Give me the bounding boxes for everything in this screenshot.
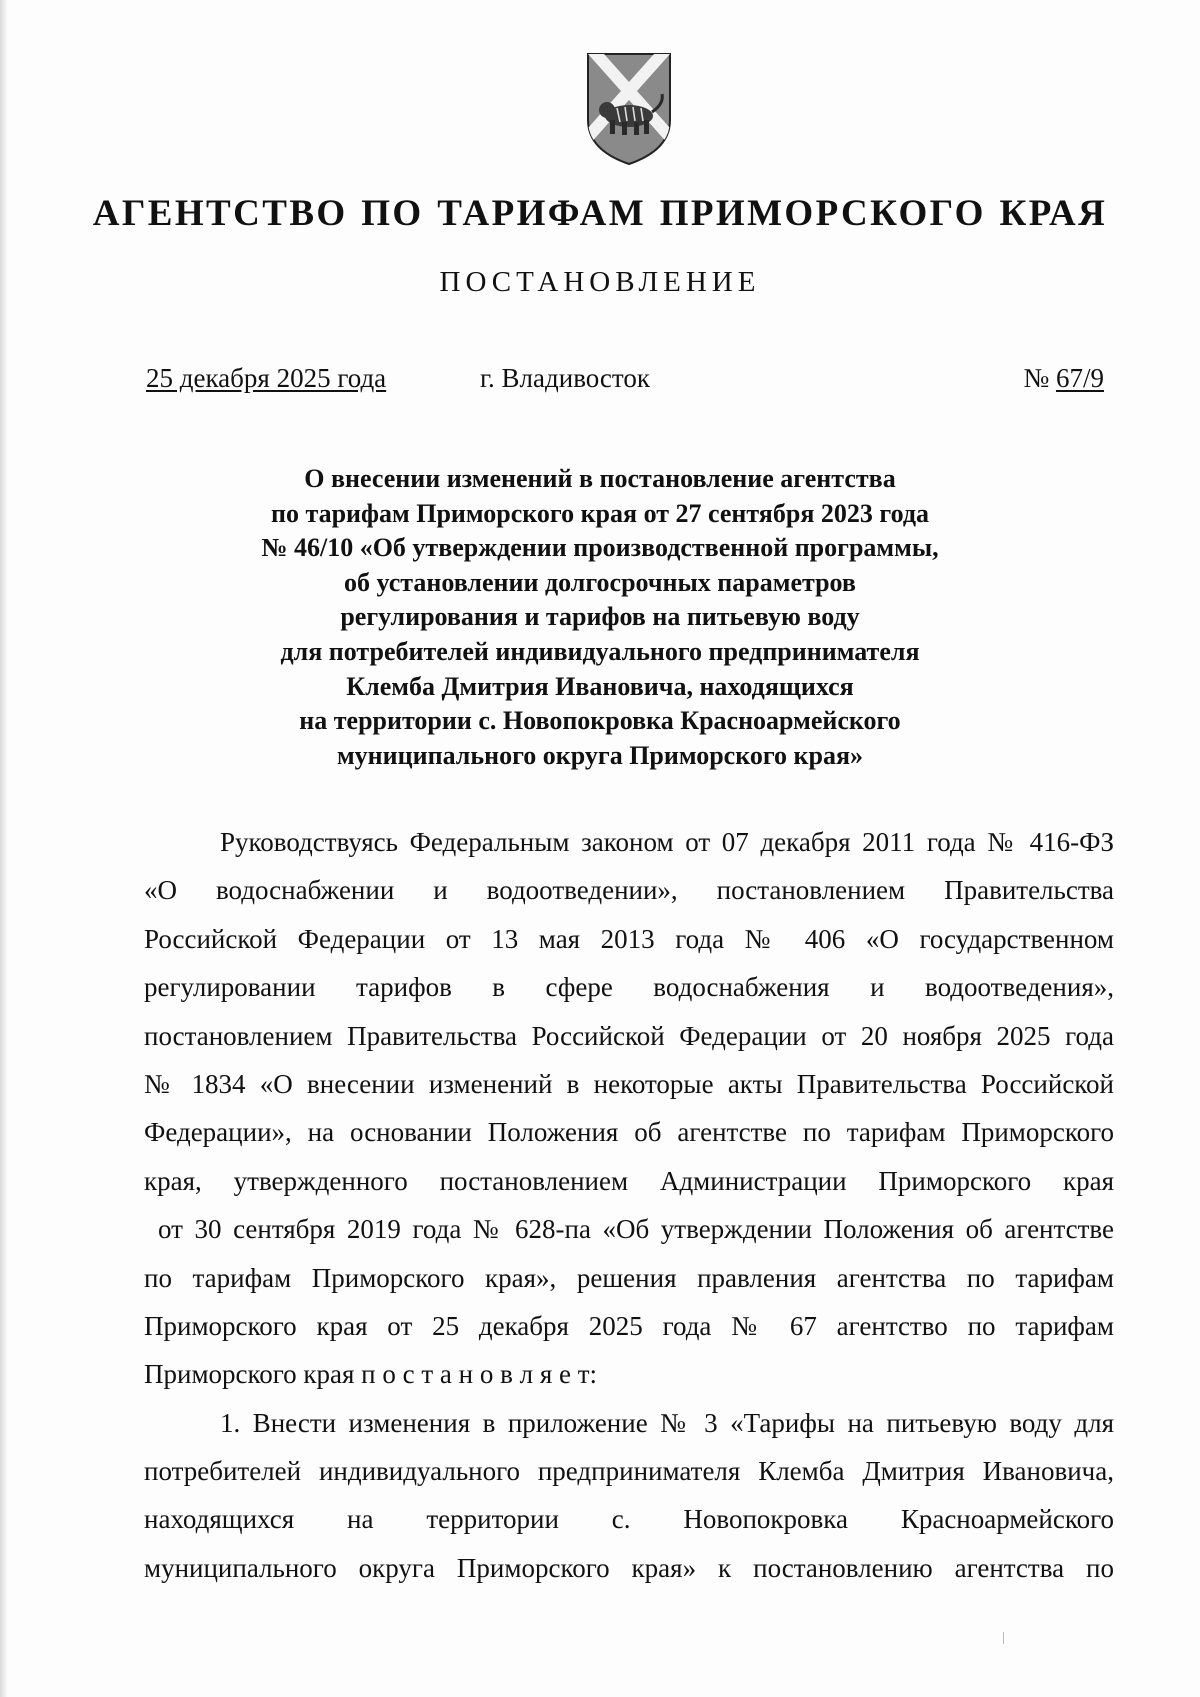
body-line: по тарифам Приморского края», решения правления агентства по тарифам — [144, 1262, 1114, 1293]
body-line: № 1834 «О внесении изменений в некоторые акты Правительства Российской — [144, 1068, 1114, 1099]
title-line: регулирования и тарифов на питьевую воду — [340, 602, 860, 632]
document-body — [144, 818, 1114, 1592]
body-line: находящихся на территории с. Новопокровка Красноармейского — [144, 1504, 1114, 1535]
title-line: для потребителей индивидуального предпринимателя — [280, 636, 920, 666]
title-line: по тарифам Приморского края от 27 сентября 2023 года — [271, 498, 929, 528]
title-line: об установлении долгосрочных параметров — [344, 567, 856, 597]
body-line: Приморского края п о с т а н о в л я е т: — [144, 1359, 598, 1390]
body-line: Руководствуясь Федеральным законом от 07 декабря 2011 года № 416-ФЗ — [220, 827, 1114, 857]
page-edge-shadow — [0, 0, 8, 1697]
body-line: края, утвержденного постановлением Администрации Приморского края — [144, 1165, 1114, 1196]
title-line: на территории с. Новопокровка Красноармейского — [299, 706, 901, 736]
body-line: Федерации», на основании Положения об агентстве по тарифам Приморского — [144, 1117, 1114, 1148]
body-line: «О водоснабжении и водоотведении», постановлением Правительства — [144, 875, 1114, 906]
agency-name: АГЕНТСТВО ПО ТАРИФАМ ПРИМОРСКОГО КРАЯ — [92, 193, 1108, 234]
document-title — [0, 462, 1200, 773]
body-line: 1. Внести изменения в приложение № 3 «Тарифы на питьевую воду для — [220, 1407, 1114, 1438]
body-line: муниципального округа Приморского края» к постановлению агентства по — [144, 1552, 1114, 1583]
number-prefix: № — [1023, 363, 1050, 393]
title-line: Клемба Дмитрия Ивановича, находящихся — [346, 671, 854, 701]
body-line: регулировании тарифов в сфере водоснабжения и водоотведения», — [144, 972, 1114, 1003]
title-line: муниципального округа Приморского края» — [336, 740, 864, 770]
body-line: Российской Федерации от 13 мая 2013 года № 406 «О государственном — [144, 923, 1114, 954]
coat-of-arms-icon — [584, 50, 674, 168]
title-line: № 46/10 «Об утверждении производственной программы, — [261, 533, 939, 563]
document-type: ПОСТАНОВЛЕНИЕ — [439, 266, 761, 298]
document-city: г. Владивосток — [480, 363, 650, 393]
body-line: постановлением Правительства Российской Федерации от 20 ноября 2025 года — [144, 1020, 1114, 1051]
body-line: потребителей индивидуального предпринимателя Клемба Дмитрия Ивановича, — [144, 1456, 1114, 1487]
number-value: 67/9 — [1055, 363, 1104, 393]
title-line: О внесении изменений в постановление агентства — [304, 464, 896, 493]
document-date: 25 декабря 2025 года — [146, 363, 387, 393]
scan-mark — [1003, 1632, 1004, 1644]
body-line: от 30 сентября 2019 года № 628-па «Об утверждении Положения об агентстве — [158, 1214, 1114, 1245]
document-number — [1023, 363, 1104, 394]
body-line: Приморского края от 25 декабря 2025 года № 67 агентство по тарифам — [144, 1310, 1114, 1341]
